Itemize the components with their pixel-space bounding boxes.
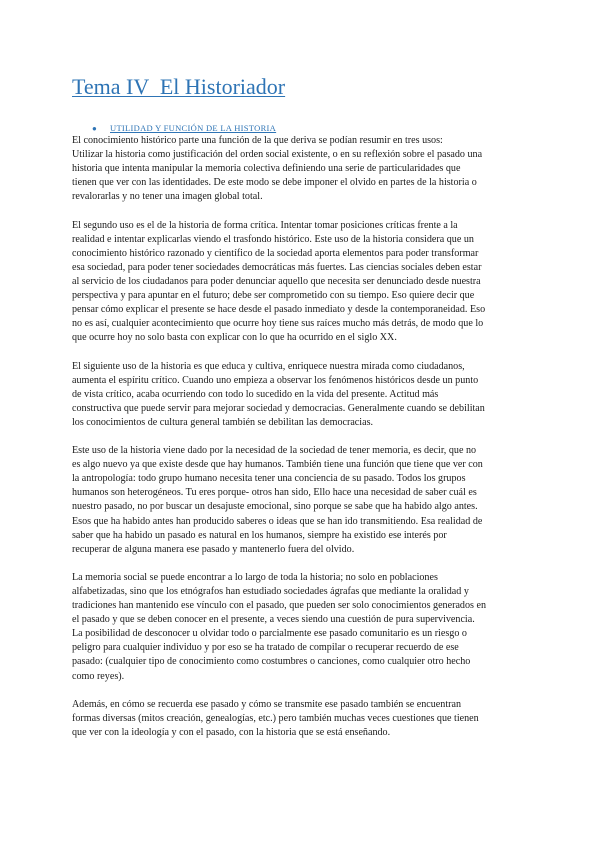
paragraph (72, 444, 528, 557)
paragraph-line: de vista crítico, acaba ocurriendo con todo lo sucedido en la vida del presente. Actitud más (72, 388, 439, 400)
paragraph-line: los conocimientos de cultura general también se debilitan las democracias. (72, 416, 374, 428)
paragraph-line: la antropología: todo grupo humano necesita tener una conciencia de su pasado. Todos los grupos (72, 473, 466, 485)
paragraph-line: alfabetizadas, sino que los etnógrafos han estudiado sociedades ágrafas que mediante la oralidad y (72, 586, 469, 597)
paragraph-line: al servicio de los ciudadanos para poder denunciar aquello que necesita ser denunciado desde nuestra (72, 275, 481, 287)
paragraph-line: La memoria social se puede encontrar a lo largo de toda la historia; no solo en poblaciones (72, 571, 438, 583)
paragraph-line: no es así, cualquier acontecimiento que ocurre hoy tiene sus raíces mucho más detrás, de modo que lo (72, 318, 484, 330)
paragraph-line: es algo nuevo ya que existe desde que hay humanos. También tiene una función que tiene que ver con (72, 459, 483, 471)
paragraph-line: constructiva que puede servir para mejorar sociedad y democracias. Generalmente cuando se debilitan (72, 402, 485, 414)
paragraph (72, 360, 528, 430)
paragraph-gap (72, 557, 528, 571)
paragraph-gap (72, 684, 528, 698)
paragraph-line: formas diversas (mitos creación, genealogías, etc.) pero también muchas veces cuestiones que tienen (72, 712, 479, 724)
paragraph-line: tradiciones han mantenido ese vínculo con el pasado, que pueden ser solo conocimientos generados en (72, 600, 486, 612)
paragraph-line: el pasado y que se deben conocer en el presente, a veces siendo una cuestión de pura supervivencia. (72, 614, 475, 626)
paragraph-gap (72, 204, 528, 218)
paragraph-line: historia que intenta manipular la memoria colectiva definiendo una serie de particularidades que (72, 163, 461, 175)
paragraph-line: Este uso de la historia viene dado por la necesidad de la sociedad de tener memoria, es decir, que no (72, 445, 477, 457)
paragraph-line: esa sociedad, para poder tener sociedades democráticas más fuertes. Las ciencias sociales deben estar (72, 261, 482, 273)
bullet-point-icon: ● (92, 124, 97, 133)
paragraph (72, 571, 528, 684)
paragraph-line: conocimiento histórico razonado y científico de la sociedad aporta elementos para poder transformar (72, 247, 479, 259)
paragraph-line: peligro para cualquier individuo y por eso se ha tratado de compilar o recuperar recuerdo de ese (72, 642, 459, 654)
paragraph-line: La posibilidad de desconocer u olvidar todo o parcialmente ese pasado comunitario es un riesgo o (72, 628, 467, 640)
paragraph (72, 134, 528, 204)
paragraph-line: Además, en cómo se recuerda ese pasado y cómo se transmite ese pasado también se encuentran (72, 698, 462, 710)
paragraph-line: El conocimiento histórico parte una función de la que deriva se podían resumir en tres usos: (72, 135, 443, 146)
paragraph-line: tienen que ver con las identidades. De este modo se debe imponer el olvido en partes de la historia o (72, 177, 477, 189)
paragraph-line: pensar cómo explicar el presente se hace desde el pasado inmediato y desde la contemporaneidad. Eso (72, 304, 486, 316)
paragraph-line: revalorarlas y no tener una imagen global total. (72, 191, 263, 203)
paragraph-gap (72, 430, 528, 444)
paragraph-line: humanos son heterogéneos. Tu eres porque- otros han sido, Ello hace una necesidad de saber cuál es (72, 487, 477, 499)
paragraph-line: Esos que ha habido antes han producido saberes o ideas que se han ido transmitiendo. Esa realidad de (72, 515, 483, 527)
paragraph-line: que ver con la ideología y con el pasado, con la historia que se está enseñando. (72, 726, 391, 738)
paragraph-line: que ocurre hoy no solo basta con explicar con lo que ha ocurrido en el siglo XX. (72, 332, 397, 344)
paragraph-line: como reyes). (72, 670, 125, 682)
paragraph-line: nuestro pasado, no por buscar un desajuste emocional, sino porque se sabe que ha habido algo antes. (72, 501, 478, 513)
paragraph-line: perspectiva y para apuntar en el futuro; debe ser comprometido con su tiempo. Eso quiere decir que (72, 290, 475, 302)
paragraph-gap (72, 345, 528, 359)
section-heading (92, 123, 276, 134)
paragraph-line: pasado: (cualquier tipo de conocimiento como costumbres o canciones, como cualquier otro hecho (72, 656, 471, 668)
document-body (72, 134, 528, 740)
page-title: Tema IV El Historiador (72, 74, 286, 99)
paragraph-line: aumenta el espíritu crítico. Cuando uno empieza a observar los fenómenos históricos desde un punto (72, 374, 479, 386)
paragraph-line: Utilizar la historia como justificación del orden social existente, o en su reflexión sobre el pasado una (72, 149, 483, 161)
paragraph-line: El segundo uso es el de la historia de forma crítica. Intentar tomar posiciones críticas frente a la (72, 219, 458, 231)
paragraph-line: recuperar de alguna manera ese pasado y mantenerlo fuera del olvido. (72, 543, 355, 555)
paragraph-line: realidad e intentar explicarlas viendo el trasfondo histórico. Este uso de la historia considera que un (72, 233, 474, 245)
paragraph-line: saber que ha habido un pasado es natural en los humanos, siempre ha existido ese interés por (72, 529, 447, 541)
paragraph (72, 219, 528, 346)
paragraph-line: El siguiente uso de la historia es que educa y cultiva, enriquece nuestra mirada como ciudadanos, (72, 360, 465, 372)
paragraph (72, 698, 528, 740)
section-heading-label: UTILIDAD Y FUNCIÓN DE LA HISTORIA (110, 123, 277, 133)
